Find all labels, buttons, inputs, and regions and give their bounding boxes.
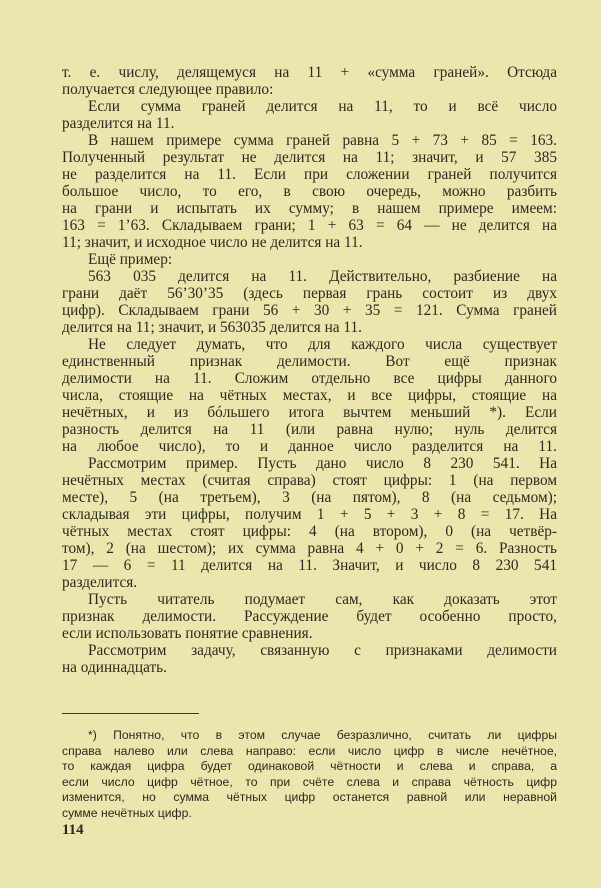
text-line: чётных местах стоят цифры: 4 (на втором), 0 (на четвёр- (62, 523, 557, 540)
text-line: т. е. числу, делящемуся на 11 + «сумма граней». Отсюда (62, 64, 557, 81)
text-line: Если сумма граней делится на 11, то и всё число (88, 98, 557, 115)
text-line: грани даёт 56’30’35 (здесь первая грань состоит из двух (62, 285, 557, 302)
text-line: большое число, то его, в свою очередь, можно разбить (62, 183, 557, 200)
text-line: 163 = 1’63. Складываем грани; 1 + 63 = 64 — не делится на (62, 217, 557, 234)
text-line: 563 035 делится на 11. Действительно, разбиение на (88, 268, 557, 285)
text-line: числа, стоящие на чётных местах, и все цифры, стоящие на (62, 387, 557, 404)
text-line: складывая эти цифры, получим 1 + 5 + 3 + 8 = 17. На (62, 506, 557, 523)
footnote-line: справа налево или слева направо: если число цифр в числе нечётное, (62, 743, 557, 758)
page-number: 114 (62, 822, 84, 838)
text-line: В нашем примере сумма граней равна 5 + 73 + 85 = 163. (88, 132, 557, 149)
text-line: 17 — 6 = 11 делится на 11. Значит, и число 8 230 541 (62, 557, 557, 574)
footnote-line: изменится, но сумма чётных цифр останется равной или неравной (62, 790, 557, 805)
text-line: Не следует думать, что для каждого числа существует (88, 336, 557, 353)
text-line: на грани и испытать их сумму; в нашем примере имеем: (62, 200, 557, 217)
footnote-line: то каждая цифра будет одинаковой чётности и слева и справа, а (62, 759, 557, 774)
text-line: если использовать понятие сравнения. (62, 625, 313, 642)
text-line: Рассмотрим пример. Пусть дано число 8 230 541. На (88, 455, 557, 472)
text-line: Ещё пример: (88, 251, 173, 268)
text-line: Пусть читатель подумает сам, как доказать этот (88, 591, 557, 608)
text-line: разность делится на 11 (или равна нулю; нуль делится (62, 421, 557, 438)
text-line: месте), 5 (на третьем), 3 (на пятом), 8 (на седьмом); (62, 489, 557, 506)
footnote-line: если число цифр чётное, то при счёте слева и справа чётность цифр (62, 774, 557, 789)
text-line: разделится. (62, 574, 138, 591)
footnote-line: сумме нечётных цифр. (62, 805, 192, 820)
text-line: цифр). Складываем грани 56 + 30 + 35 = 121. Сумма граней (62, 302, 557, 319)
footnote (62, 728, 557, 822)
text-line: получается следующее правило: (62, 81, 274, 98)
text-line: признак делимости. Рассуждение будет особенно просто, (62, 608, 557, 625)
text-line: на любое число), то и данное число разделится на 11. (62, 438, 557, 455)
text-line: разделится на 11. (62, 115, 175, 132)
text-line: нечётных, и из бóльшего итога вычтем меньший *). Если (62, 404, 557, 421)
text-line: Полученный результат не делится на 11; значит, и 57 385 (62, 149, 557, 166)
text-line: 11; значит, и исходное число не делится на 11. (62, 234, 363, 251)
text-line: на одиннадцать. (62, 659, 167, 676)
text-line: Рассмотрим задачу, связанную с признаками делимости (88, 642, 557, 659)
text-line: делимости на 11. Сложим отдельно все цифры данного (62, 370, 557, 387)
footnote-divider (62, 713, 199, 714)
text-line: нечётных местах (считая справа) стоят цифры: 1 (на первом (62, 472, 557, 489)
text-line: не разделится на 11. Если при сложении граней получится (62, 166, 557, 183)
text-line: том), 2 (на шестом); их сумма равна 4 + 0 + 2 = 6. Разность (62, 540, 557, 557)
footnote-line: *) Понятно, что в этом случае безразлично, считать ли цифры (88, 728, 557, 742)
text-line: единственный признак делимости. Вот ещё признак (62, 353, 557, 370)
text-line: делится на 11; значит, и 563035 делится на 11. (62, 319, 362, 336)
main-text (62, 64, 557, 676)
